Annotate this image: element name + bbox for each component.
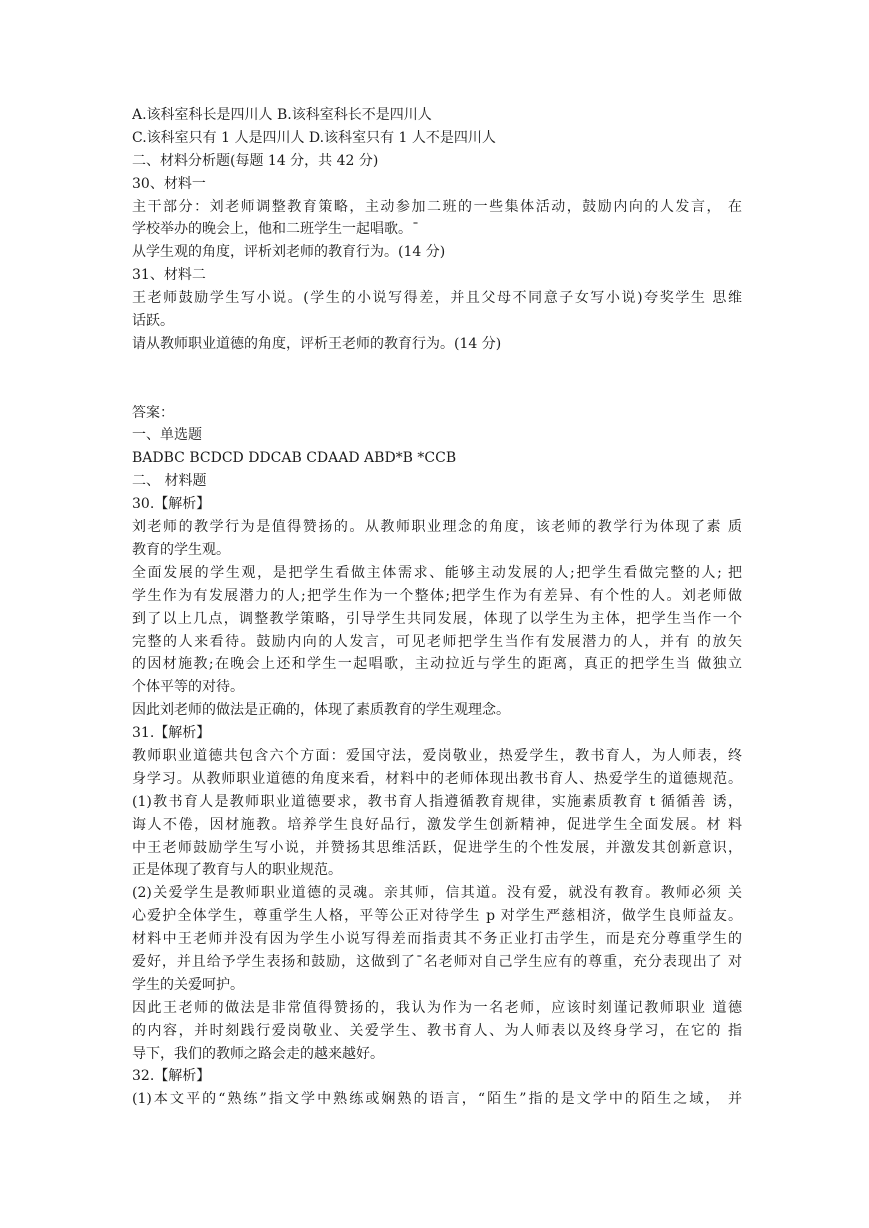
analysis-32-heading: 32.【解析】: [132, 1068, 211, 1085]
text-line: 学生作为有发展潜力的人;把学生作为一个整体;把学生作为有差异、有个性的人。刘老师做: [132, 587, 742, 604]
text-line: (2)关爱学生是教师职业道德的灵魂。亲其师，信其道。没有爱，就没有教育。教师必须 关: [132, 885, 742, 902]
analysis-31-heading: 31.【解析】: [132, 725, 211, 742]
answer-section: [132, 402, 742, 1112]
analysis-30-heading: 30.【解析】: [132, 496, 211, 513]
option-line-cd: C.该科室只有 1 人是四川人 D.该科室只有 1 人不是四川人: [132, 129, 496, 146]
text-line: 王老师鼓励学生写小说。(学生的小说写得差，并且父母不同意子女写小说)夸奖学生 思维: [132, 290, 742, 307]
text-line: (1)本文平的“熟练”指文学中熟练或娴熟的语言，“陌生”指的是文学中的陌生之域， 并: [132, 1091, 742, 1108]
text-line: 因此王老师的做法是非常值得赞扬的，我认为作为一名老师，应该时刻谨记教师职业 道德: [132, 999, 742, 1016]
question-30-title: 30、材料一: [132, 175, 206, 192]
text-line: 完整的人来看待。鼓励内向的人发言，可见老师把学生当作有发展潜力的人，并有 的放矢: [132, 633, 742, 650]
answer-subheading-material: 二、 材料题: [132, 473, 207, 490]
answer-heading: 答案：: [132, 404, 174, 421]
text-line: 学生的关爱呵护。: [132, 976, 244, 993]
document-body: [132, 104, 742, 1111]
text-line: 因此刘老师的做法是正确的，体现了素质教育的学生观理念。: [132, 702, 510, 719]
answer-subheading-single-choice: 一、单选题: [132, 427, 202, 444]
text-line: 全面发展的学生观，是把学生看做主体需求、能够主动发展的人;把学生看做完整的人; 把: [132, 564, 742, 581]
text-line: 到了以上几点，调整教学策略，引导学生共同发展，体现了以学生为主体，把学生当作一个: [132, 610, 742, 627]
answer-key-line: BADBC BCDCD DDCAB CDAAD ABD*B *CCB: [132, 450, 457, 467]
text-line: 的内容，并时刻践行爱岗敬业、关爱学生、教书育人、为人师表以及终身学习，在它的 指: [132, 1022, 742, 1039]
text-line: 学校举办的晚会上，他和二班学生一起唱歌。ˉ: [132, 221, 419, 238]
option-line-ab: A.该科室科长是四川人 B.该科室科长不是四川人: [132, 107, 432, 123]
text-line: 教育的学生观。: [132, 541, 230, 558]
section-heading-material: 二、材料分析题(每题 14 分，共 42 分): [132, 152, 379, 169]
text-line: 话跃。: [132, 313, 174, 330]
text-line: 中王老师鼓励学生写小说，并赞扬其思维活跃，促进学生的个性发展，并激发其创新意识，: [132, 839, 742, 856]
question-31-prompt: 请从教师职业道德的角度，评析王老师的教育行为。(14 分): [132, 335, 502, 352]
text-line: 身学习。从教师职业道德的角度来看，材料中的老师体现出教书育人、热爱学生的道德规范。: [132, 770, 742, 787]
text-line: 心爱护全体学生，尊重学生人格，平等公正对待学生 p 对学生严慈相济，做学生良师益友。: [132, 908, 742, 925]
question-31-title: 31、材料二: [132, 267, 206, 284]
question-section: [132, 104, 742, 356]
text-line: 主干部分：刘老师调整教育策略，主动参加二班的一些集体活动，鼓励内向的人发言， 在: [132, 198, 742, 215]
text-line: 教师职业道德共包含六个方面：爱国守法，爱岗敬业，热爱学生，教书育人，为人师表，终: [132, 747, 742, 764]
text-line: 个体平等的对待。: [132, 679, 244, 696]
text-line: (1)教书育人是教师职业道德要求，教书育人指遵循教育规律，实施素质教育 t 循循善 诱，: [132, 793, 742, 810]
section-gap: [132, 356, 742, 402]
text-line: 导下，我们的教师之路会走的越来越好。: [132, 1045, 384, 1062]
text-line: 正是体现了教育与人的职业规范。: [132, 862, 342, 879]
text-line: 诲人不倦，因材施教。培养学生良好品行，激发学生创新精神，促进学生全面发展。材 料: [132, 816, 742, 833]
text-line: 爱好，并且给予学生表扬和鼓励，这做到了ˉ名老师对自己学生应有的尊重，充分表现出了 对: [132, 953, 742, 970]
text-line: 刘老师的教学行为是值得赞扬的。从教师职业理念的角度，该老师的教学行为体现了素 质: [132, 519, 742, 536]
text-line: 的因材施教;在晚会上还和学生一起唱歌，主动拉近与学生的距离，真正的把学生当 做独立: [132, 656, 742, 673]
text-line: 材料中王老师并没有因为学生小说写得差而指责其不务正业打击学生，而是充分尊重学生的: [132, 931, 742, 948]
question-30-prompt: 从学生观的角度，评析刘老师的教育行为。(14 分): [132, 244, 446, 261]
